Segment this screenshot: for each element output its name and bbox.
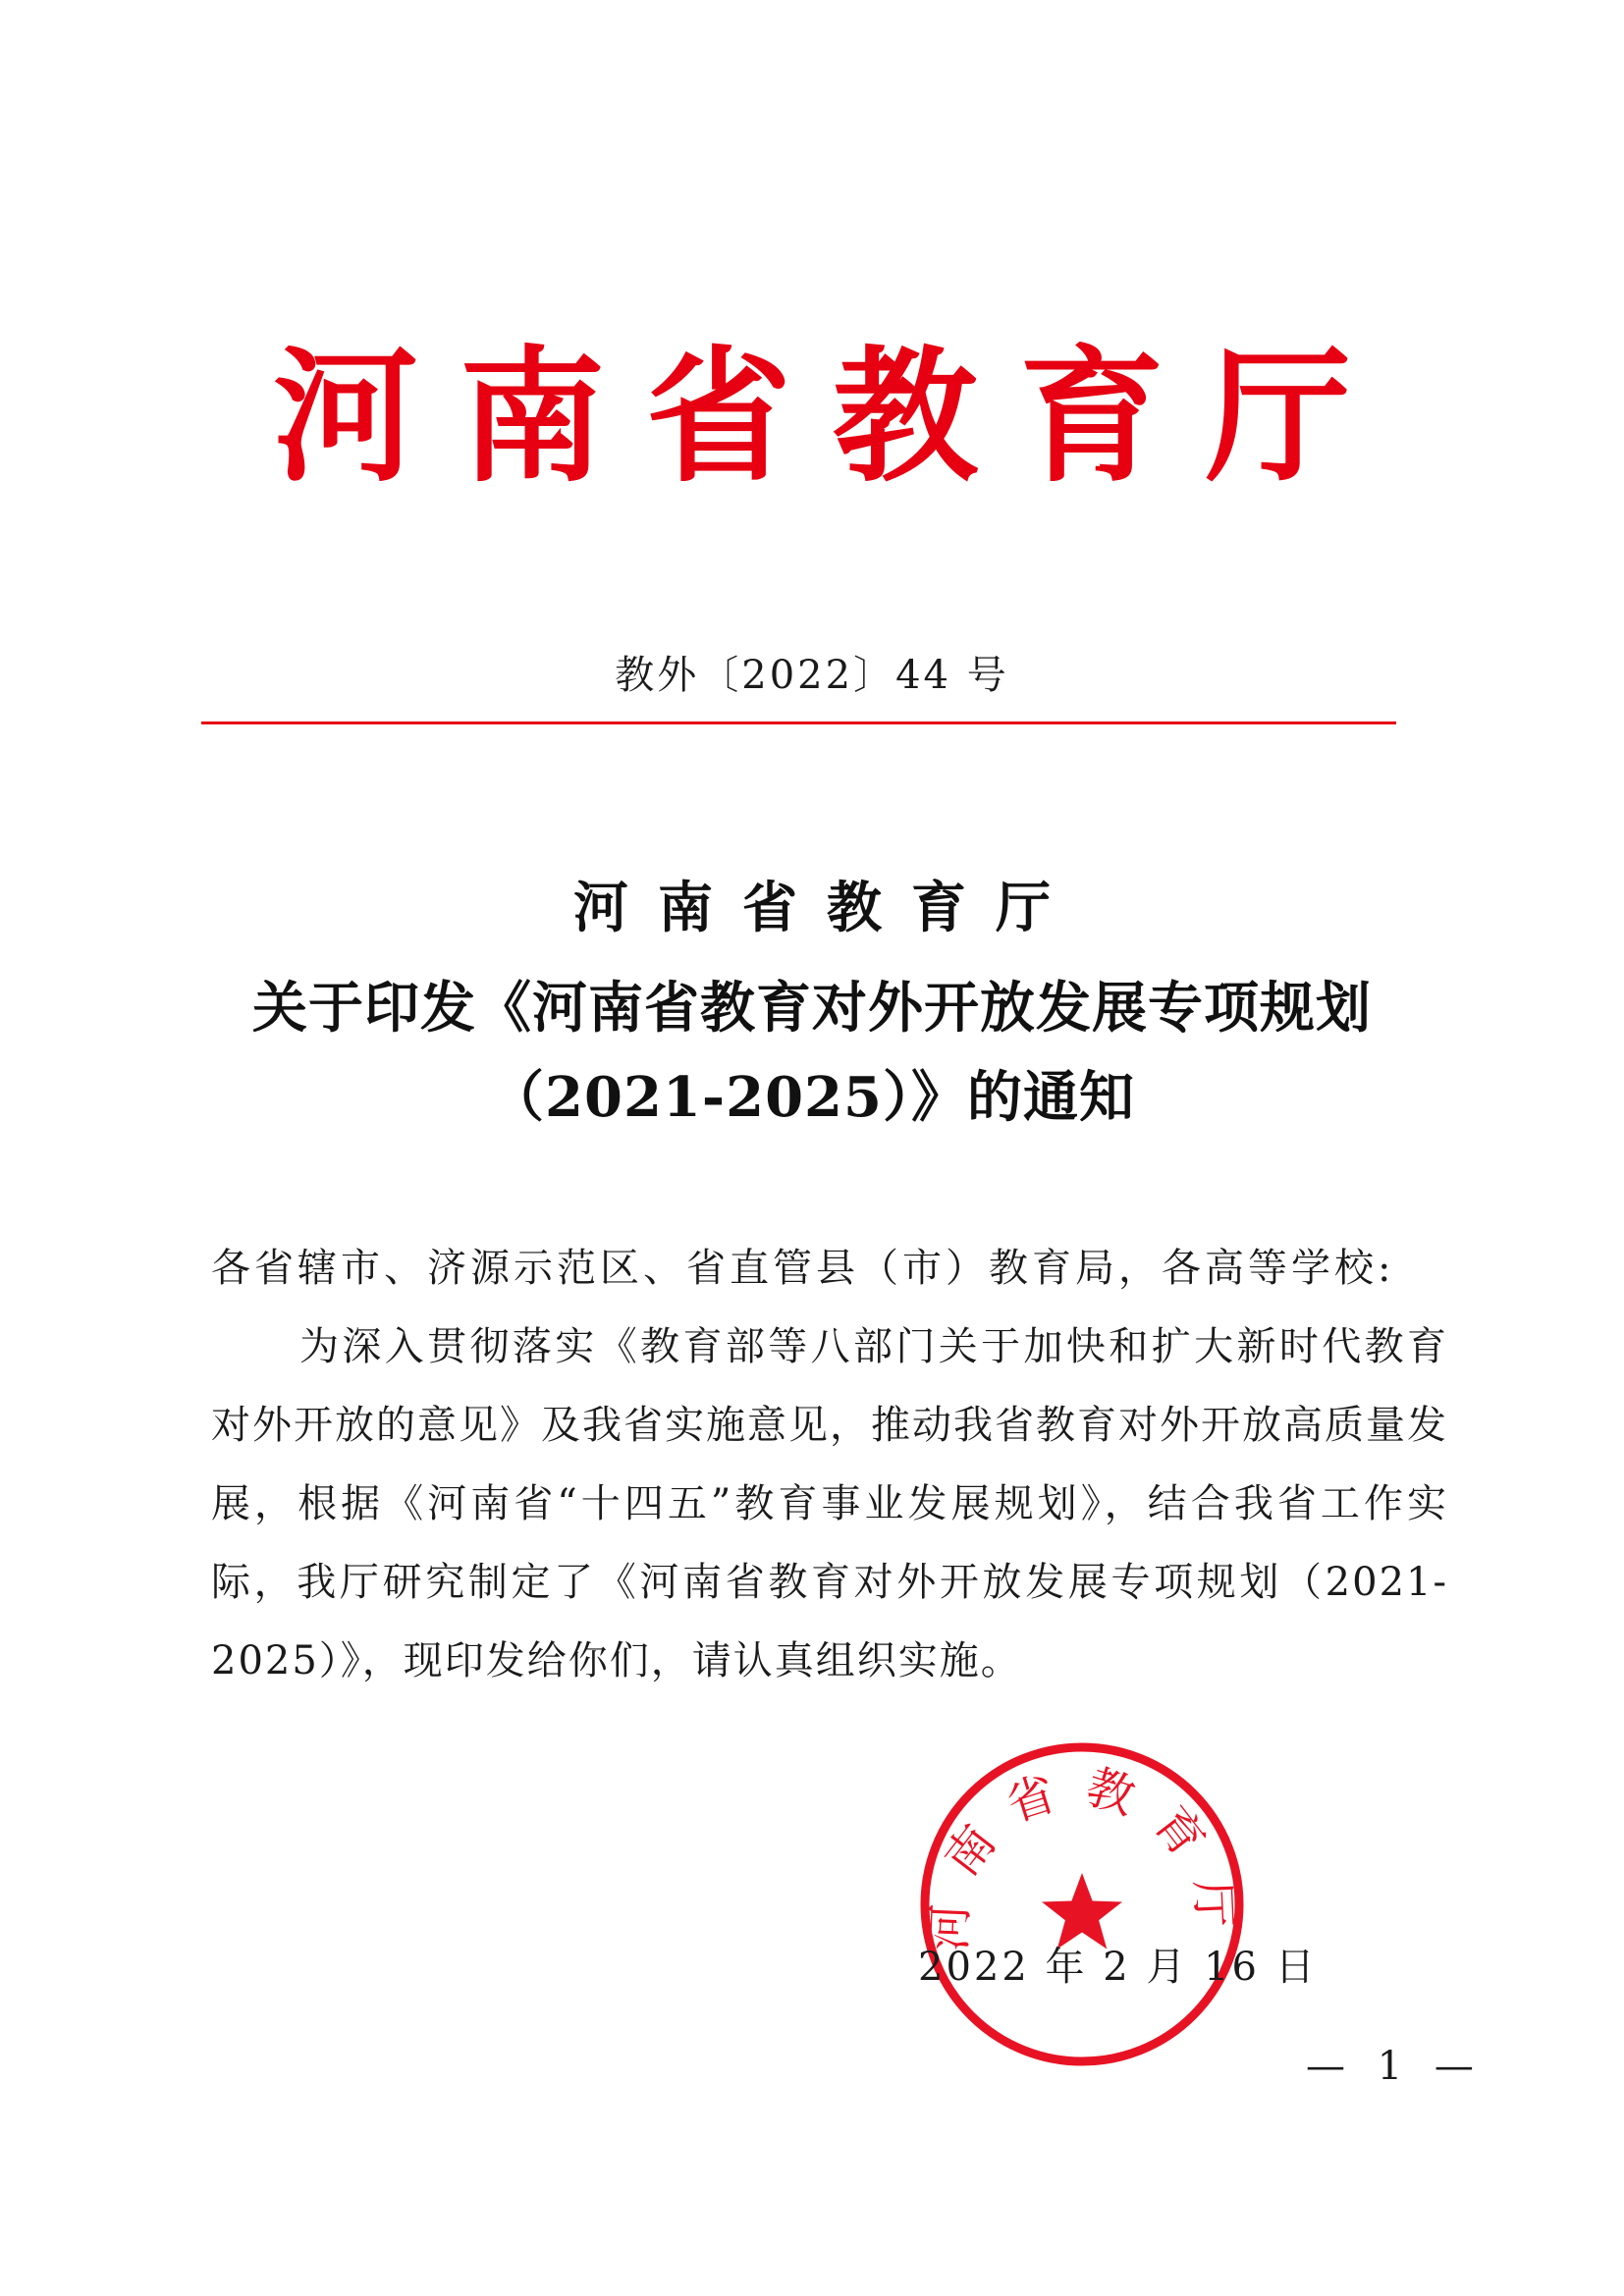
- title-line-3: （2021-2025）》的通知: [489, 1065, 1135, 1130]
- seal-text: 河南省教育厅: [921, 1759, 1243, 1952]
- body-paragraph: 为深入贯彻落实《教育部等八部门关于加快和扩大新时代教育对外开放的意见》及我省实施意见，推动我省教育对外开放高质量发展，根据《河南省“十四五”教育事业发展规划》，结合我省工作实际，我厅研究制定了《河南省教育对外开放发展专项规划（2021-2025）》，现印发给你们，请认真组织实施。: [211, 1324, 1448, 1683]
- salutation: 各省辖市、济源示范区、省直管县（市）教育局，各高等学校:: [211, 1246, 1395, 1291]
- masthead-title: 河南省教育厅: [273, 331, 1392, 502]
- issue-date: 2022 年 2 月 16 日: [918, 1945, 1318, 1990]
- title-line-2: 关于印发《河南省教育对外开放发展专项规划: [252, 976, 1372, 1041]
- official-seal: [915, 1737, 1249, 2071]
- title-line-1: 河南省教育厅: [573, 876, 1080, 940]
- red-divider: [201, 721, 1396, 724]
- document-number: 教外〔2022〕44 号: [615, 653, 1009, 698]
- page-number: — 1 —: [1306, 2044, 1484, 2089]
